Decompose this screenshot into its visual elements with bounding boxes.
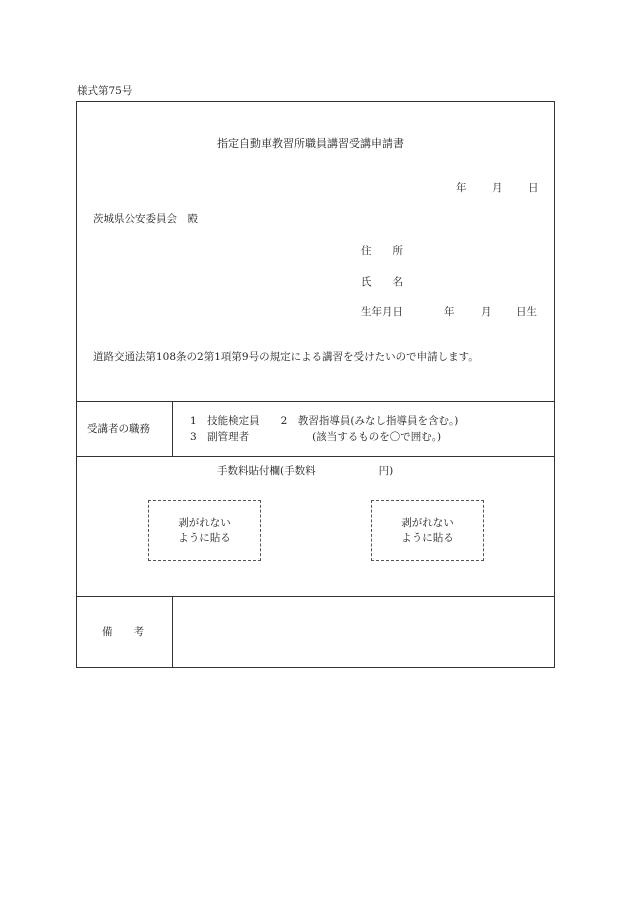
date-month: 月: [492, 182, 503, 194]
stamp-box-left-line2: ように貼る: [178, 532, 231, 544]
divider-top: [76, 401, 555, 402]
date-day: 日: [528, 182, 539, 194]
stamp-box-right-line2: ように貼る: [401, 532, 454, 544]
birth-day: 日生: [516, 306, 537, 318]
divider-fee: [76, 456, 555, 457]
form-title: 指定自動車教習所職員講習受講申請書: [217, 137, 404, 150]
form-number: 様式第75号: [77, 85, 133, 97]
birthdate-label: 生年月日: [361, 306, 403, 318]
stamp-box-right-line1: 剥がれない: [401, 517, 454, 529]
application-statement: 道路交通法第108条の2第1項第9号の規定による講習を受けたいので申請します。: [93, 351, 479, 363]
birth-year: 年: [444, 306, 455, 318]
position-option-line1: 1 技能検定員 2 教習指導員(みなし指導員を含む。): [190, 415, 459, 427]
date-year: 年: [456, 182, 467, 194]
address-label: 住 所: [361, 245, 403, 257]
birth-month: 月: [481, 306, 492, 318]
remarks-label: 備 考: [102, 626, 144, 638]
addressee: 茨城県公安委員会 殿: [93, 213, 198, 225]
stamp-box-right: [371, 500, 484, 561]
position-option-line2: 3 副管理者 (該当するものを〇で囲む。): [190, 431, 442, 443]
divider-position-label: [172, 401, 173, 456]
remarks-field[interactable]: [173, 597, 554, 667]
application-form: [76, 101, 555, 668]
stamp-box-left-line1: 剥がれない: [178, 517, 231, 529]
stamp-box-left: [148, 500, 261, 561]
position-label: 受講者の職務: [87, 423, 150, 435]
name-label: 氏 名: [361, 276, 403, 288]
fee-stamp-label: 手数料貼付欄(手数料 円): [217, 465, 394, 477]
